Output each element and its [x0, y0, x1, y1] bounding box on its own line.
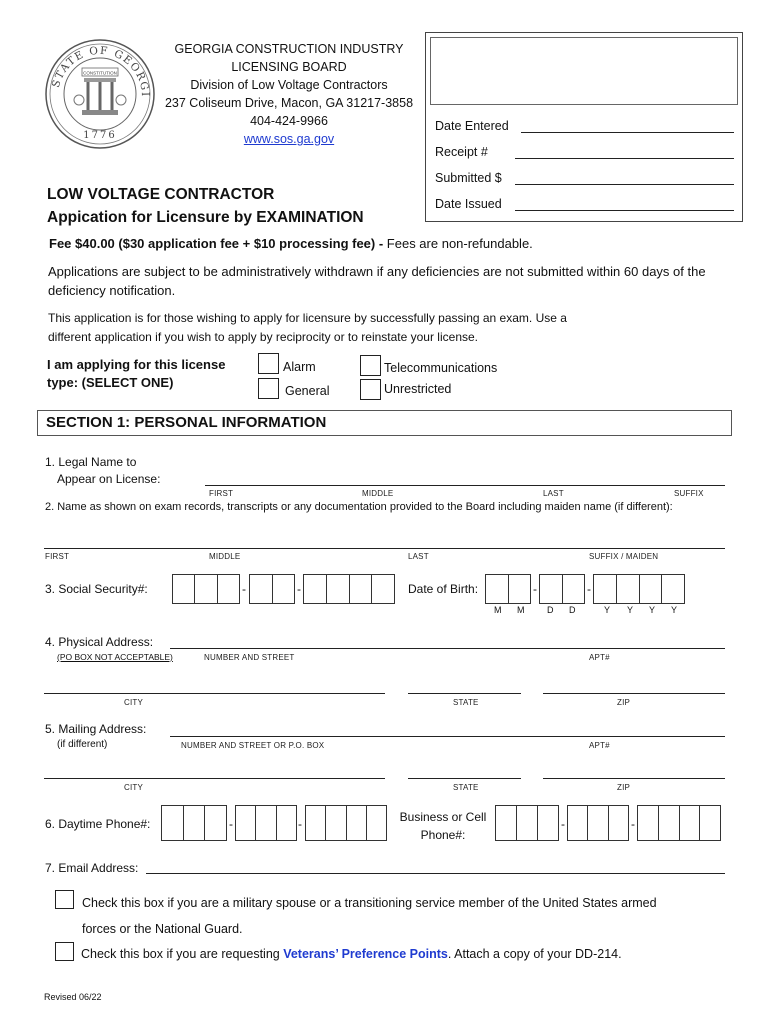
mailing-state-input[interactable]	[408, 778, 521, 779]
fee-statement	[49, 236, 533, 251]
georgia-state-seal	[44, 38, 156, 150]
business-phone-prefix[interactable]	[567, 805, 629, 841]
business-phone-dash-1: -	[561, 817, 565, 831]
receipt-label: Receipt #	[435, 145, 488, 159]
withdrawal-notice: Applications are subject to be administratively withdrawn if any deficiencies are not submitted within 60 days of the deficiency notification.	[48, 264, 706, 298]
mailing-street-caption: NUMBER AND STREET OR P.O. BOX	[181, 741, 325, 750]
mailing-address-label: 5. Mailing Address:	[45, 722, 147, 736]
business-phone-dash-2: -	[631, 817, 635, 831]
submitted-label: Submitted $	[435, 171, 502, 185]
section-1-title: SECTION 1: PERSONAL INFORMATION	[46, 414, 327, 431]
exam-suffix-maiden-caption: SUFFIX / MAIDEN	[589, 552, 659, 561]
ssn-dash-1: -	[242, 582, 246, 596]
exam-first-caption: FIRST	[45, 552, 70, 561]
mailing-apt-caption: APT#	[589, 741, 610, 750]
daytime-phone-dash-2: -	[298, 817, 302, 831]
form-title	[47, 183, 364, 229]
no-po-box-note: (PO BOX NOT ACCEPTABLE)	[57, 652, 173, 662]
svg-text:CONSTITUTION: CONSTITUTION	[83, 70, 117, 76]
division-name: Division of Low Voltage Contractors	[190, 78, 388, 92]
exam-middle-caption: MIDDLE	[209, 552, 241, 561]
email-input[interactable]	[146, 873, 725, 874]
physical-street-caption: NUMBER AND STREET	[204, 653, 295, 662]
board-phone: 404-424-9966	[250, 114, 328, 128]
mailing-city-caption: CITY	[124, 783, 144, 792]
dob-day[interactable]	[539, 574, 585, 604]
exam-last-caption: LAST	[408, 552, 429, 561]
business-phone-line[interactable]	[637, 805, 721, 841]
dob-hint-letter: D	[569, 605, 576, 615]
form-title-line2: Appication for Licensure by EXAMINATION	[47, 209, 364, 226]
dob-label: Date of Birth:	[408, 582, 479, 596]
submitted-row	[435, 171, 734, 187]
fee-amount: Fee $40.00 ($30 application fee + $10 processing fee) -	[49, 236, 384, 251]
dob-hint-letter: M	[517, 605, 525, 615]
dob-hint-letter: Y	[604, 605, 611, 615]
dob-hint-letter: Y	[649, 605, 656, 615]
legal-name-input[interactable]	[205, 485, 725, 486]
military-spouse-checkbox[interactable]	[55, 890, 74, 909]
dob-month[interactable]	[485, 574, 531, 604]
general-checkbox[interactable]	[258, 378, 279, 399]
ssn-part-2[interactable]	[249, 574, 295, 604]
telecommunications-checkbox[interactable]	[360, 355, 381, 376]
business-phone-area[interactable]	[495, 805, 559, 841]
application-intro: This application is for those wishing to apply for licensure by successfully passing an exam. Use a different application if you wish to apply by reciprocity or to reinstate your license.	[48, 311, 567, 344]
office-stamp-area	[430, 37, 738, 105]
veterans-preference-link[interactable]: Veterans’ Preference Points	[283, 947, 448, 961]
veterans-preference-text	[81, 947, 622, 961]
unrestricted-checkbox[interactable]	[360, 379, 381, 400]
business-phone-label-1: Business or Cell	[399, 810, 487, 824]
physical-apt-caption: APT#	[589, 653, 610, 662]
legal-last-caption: LAST	[543, 489, 564, 498]
board-name-line2: LICENSING BOARD	[231, 60, 347, 74]
legal-middle-caption: MIDDLE	[362, 489, 394, 498]
daytime-phone-line[interactable]	[305, 805, 387, 841]
legal-first-caption: FIRST	[209, 489, 234, 498]
mailing-if-different-note: (if different)	[57, 739, 108, 750]
telecommunications-label: Telecommunications	[384, 361, 498, 375]
military-spouse-text-1: Check this box if you are a military spouse or a transitioning service member of the United States armed	[82, 896, 657, 910]
section-1-header	[37, 410, 732, 436]
alarm-checkbox[interactable]	[258, 353, 279, 374]
physical-street-input[interactable]	[170, 648, 725, 649]
alarm-label: Alarm	[283, 360, 316, 374]
date-issued-row	[435, 197, 734, 213]
daytime-phone-dash-1: -	[229, 817, 233, 831]
board-header	[160, 40, 418, 148]
date-issued-label: Date Issued	[435, 197, 502, 211]
dob-hint-letter: Y	[627, 605, 634, 615]
website-link[interactable]: www.sos.ga.gov	[243, 132, 335, 146]
date-entered-line	[521, 132, 734, 133]
dob-hint-letter: M	[494, 605, 502, 615]
veterans-text-post: . Attach a copy of your DD-214.	[447, 947, 622, 961]
date-entered-row	[435, 119, 734, 135]
fee-refund-note: Fees are non-refundable.	[383, 236, 533, 251]
physical-city-input[interactable]	[44, 693, 385, 694]
date-issued-line	[515, 210, 734, 211]
office-use-box	[425, 32, 743, 222]
mailing-state-caption: STATE	[453, 783, 479, 792]
ssn-dash-2: -	[297, 582, 301, 596]
exam-name-label: 2. Name as shown on exam records, transcripts or any documentation provided to the Board including maiden name (if different):	[45, 501, 673, 513]
board-address: 237 Coliseum Drive, Macon, GA 31217-3858	[164, 96, 414, 110]
submitted-line	[515, 184, 734, 185]
dob-year[interactable]	[593, 574, 685, 604]
legal-name-label-1: 1. Legal Name to	[45, 455, 137, 469]
mailing-city-input[interactable]	[44, 778, 385, 779]
business-phone-label-2: Phone#:	[420, 828, 466, 842]
general-label: General	[285, 384, 330, 398]
physical-zip-input[interactable]	[543, 693, 725, 694]
mailing-zip-caption: ZIP	[617, 783, 631, 792]
daytime-phone-prefix[interactable]	[235, 805, 297, 841]
email-label: 7. Email Address:	[45, 861, 139, 875]
physical-state-input[interactable]	[408, 693, 521, 694]
legal-suffix-caption: SUFFIX	[674, 489, 704, 498]
business-phone-label	[398, 808, 488, 844]
dob-dash-2: -	[587, 582, 591, 596]
legal-name-label-2: Appear on License:	[57, 472, 161, 486]
receipt-line	[515, 158, 734, 159]
svg-text:STATE OF GEORGIA: STATE OF GEORGI	[49, 44, 152, 98]
dob-dash-1: -	[533, 582, 537, 596]
ssn-label: 3. Social Security#:	[45, 582, 148, 596]
mailing-street-input[interactable]	[170, 736, 725, 737]
ssn-part-1[interactable]	[172, 574, 240, 604]
mailing-zip-input[interactable]	[543, 778, 725, 779]
exam-name-input[interactable]	[44, 548, 725, 549]
license-type-prompt: I am applying for this license type: (SELECT ONE)	[47, 357, 226, 390]
dob-hint-letter: Y	[671, 605, 678, 615]
physical-state-caption: STATE	[453, 698, 479, 707]
board-name-line1: GEORGIA CONSTRUCTION INDUSTRY	[174, 42, 404, 56]
physical-zip-caption: ZIP	[617, 698, 631, 707]
physical-address-label: 4. Physical Address:	[45, 635, 154, 649]
receipt-row	[435, 145, 734, 161]
ssn-part-3[interactable]	[303, 574, 395, 604]
form-title-line1: LOW VOLTAGE CONTRACTOR	[47, 186, 275, 203]
daytime-phone-area[interactable]	[161, 805, 227, 841]
revision-date: Revised 06/22	[44, 992, 102, 1002]
military-spouse-text-2: forces or the National Guard.	[82, 922, 243, 936]
daytime-phone-label: 6. Daytime Phone#:	[45, 817, 151, 831]
unrestricted-label: Unrestricted	[384, 382, 452, 396]
dob-hint-letter: D	[547, 605, 554, 615]
veterans-text-pre: Check this box if you are requesting	[81, 947, 284, 961]
physical-city-caption: CITY	[124, 698, 144, 707]
dob-format-hint	[485, 605, 685, 617]
svg-text:1776: 1776	[83, 130, 117, 141]
veterans-preference-checkbox[interactable]	[55, 942, 74, 961]
date-entered-label: Date Entered	[435, 119, 509, 133]
